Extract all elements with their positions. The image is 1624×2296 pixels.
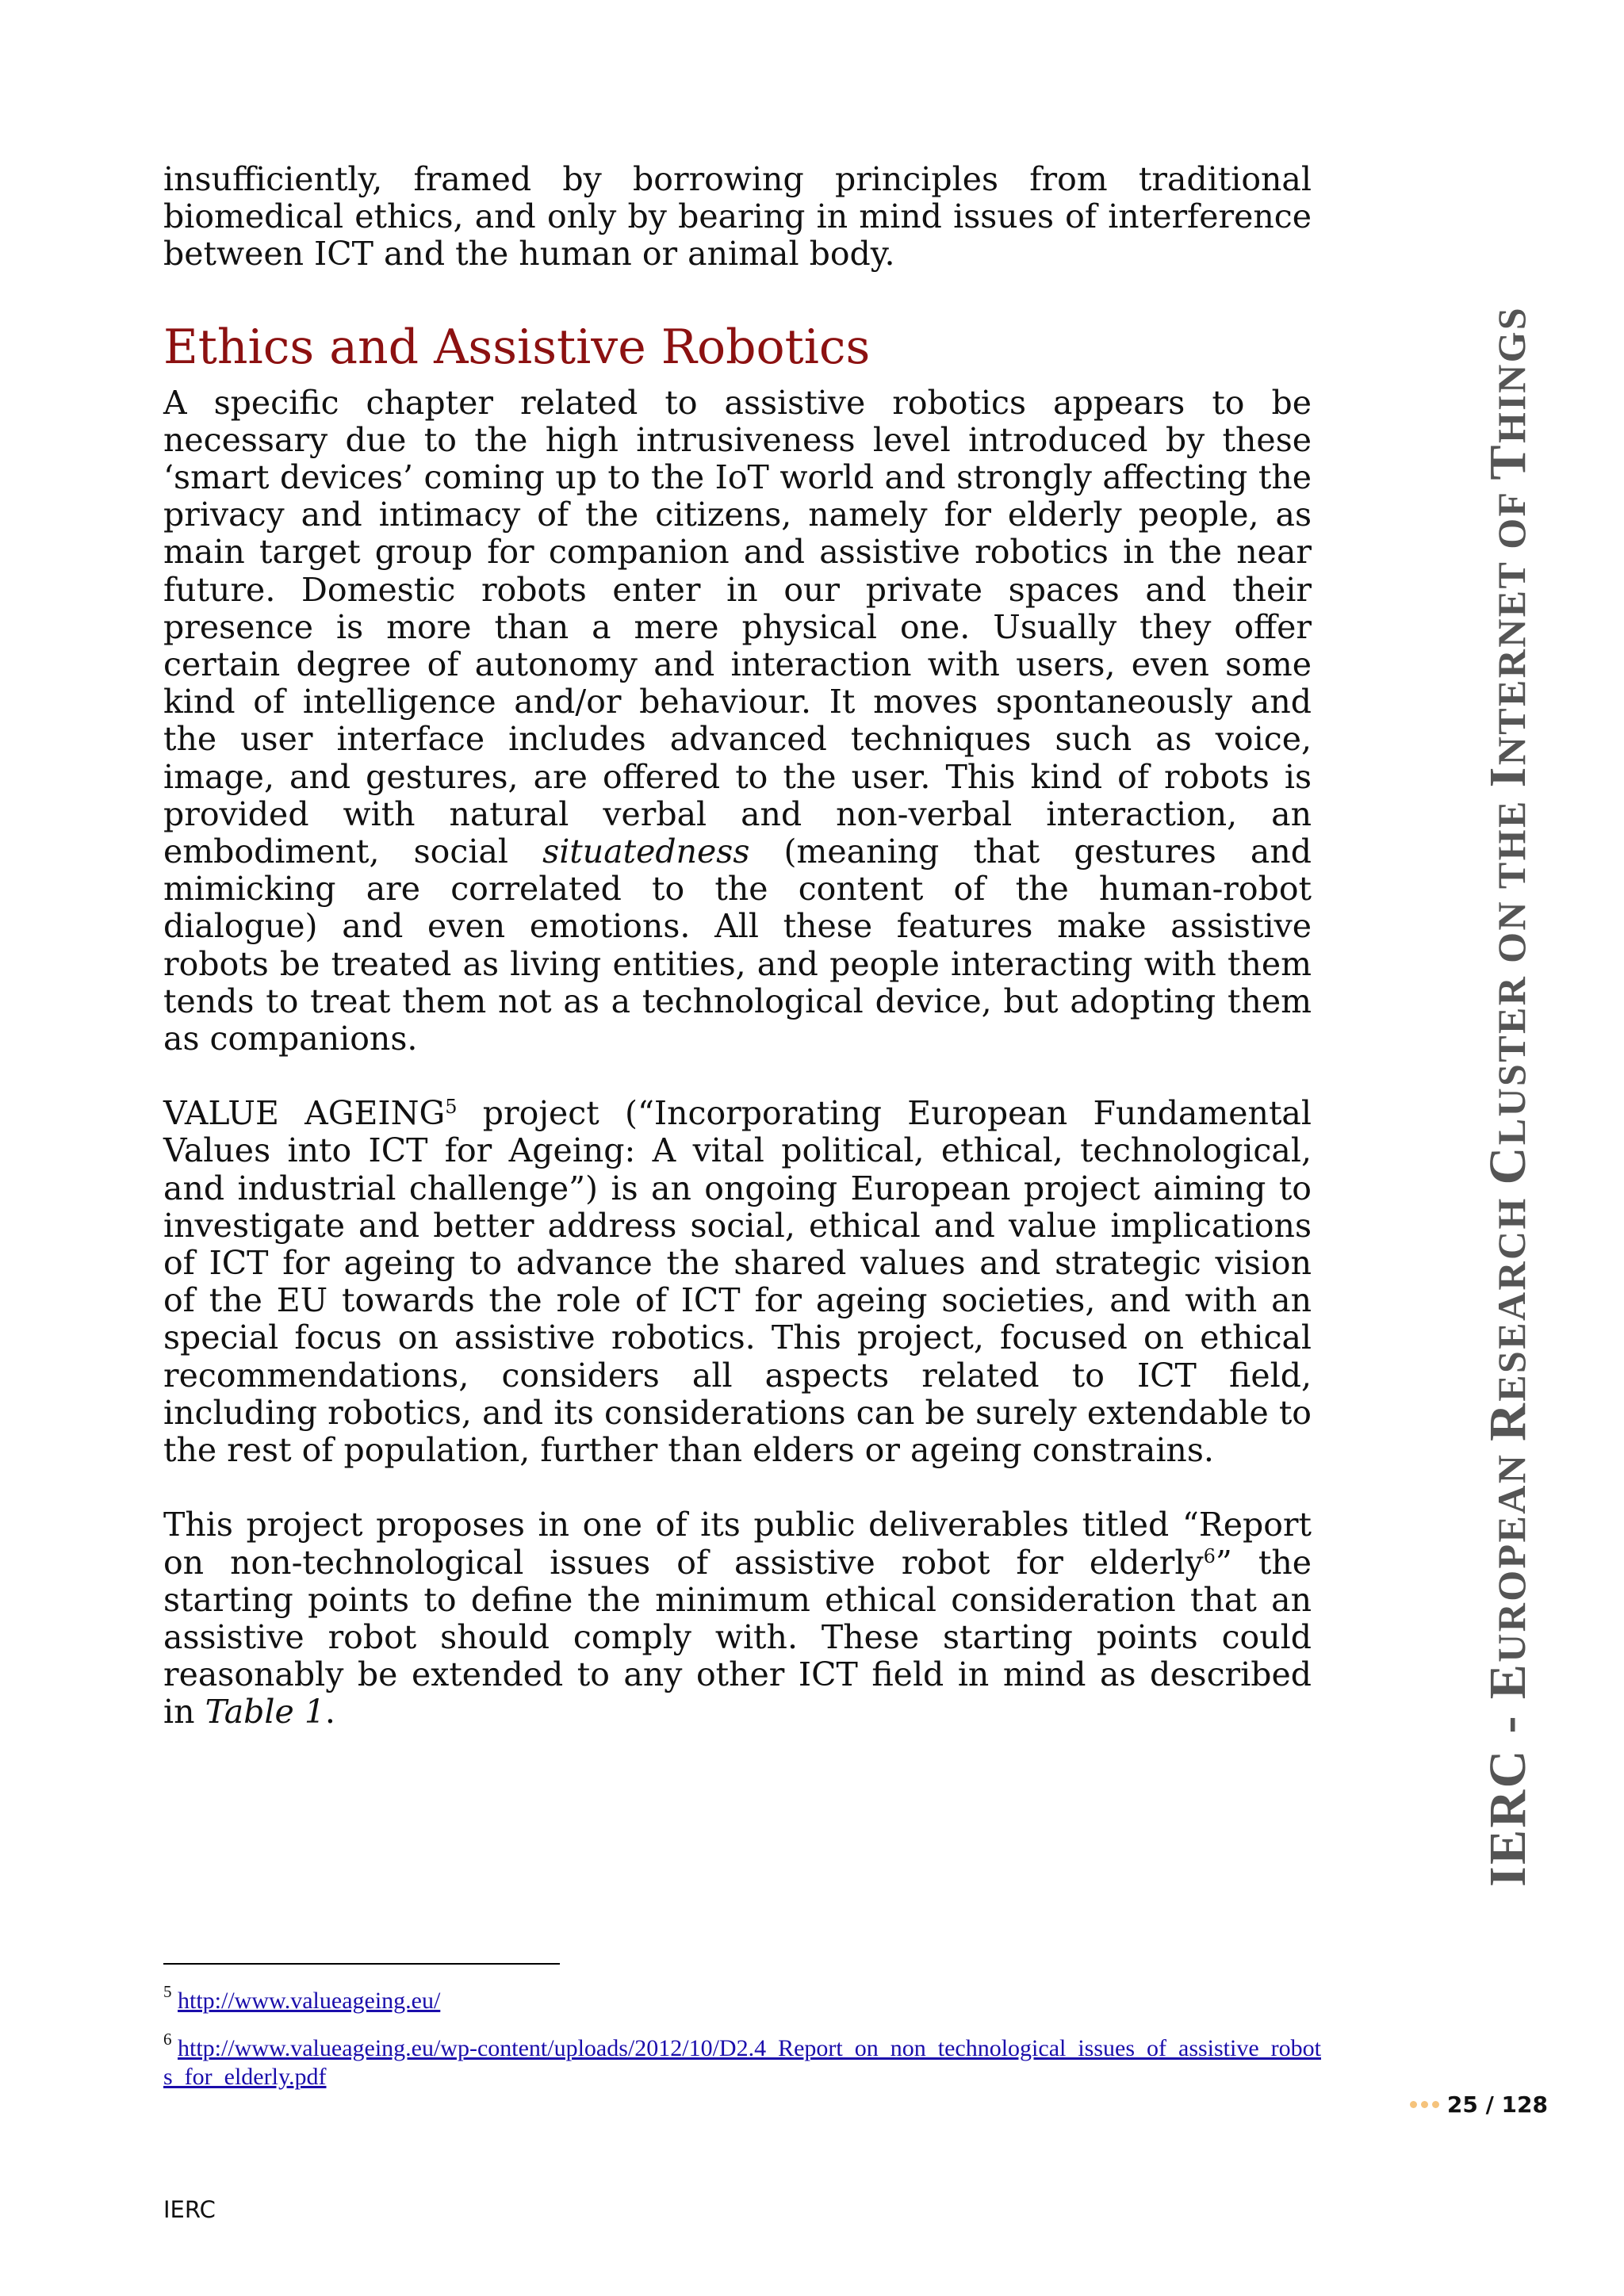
footer-label: IERC xyxy=(163,2196,216,2223)
footnote-link[interactable]: http://www.valueageing.eu/wp-content/uploads/2012/10/D2.4_Report_on_non_technological_issues_of_assistive_robots_for_elderly.pdf xyxy=(163,2035,1321,2090)
section-heading: Ethics and Assistive Robotics xyxy=(163,319,871,375)
paragraph-value-ageing xyxy=(163,1095,1312,1469)
table-reference: Table 1 xyxy=(205,1693,325,1732)
para3-middle: ” the starting points to define the minimum ethical consideration that an assistive robot should comply with. These starting points could reasonably be extended to any other ICT field in mind as described in xyxy=(163,1543,1312,1732)
paragraph-deliverables xyxy=(163,1506,1312,1731)
footnote-separator xyxy=(163,1963,560,1965)
para2-lead: VALUE AGEING xyxy=(163,1094,446,1133)
decorative-dots-icon xyxy=(1410,2101,1439,2108)
paragraph-assistive-robotics xyxy=(163,385,1312,1058)
page-body xyxy=(163,161,1312,1732)
footnote-ref-5[interactable]: 5 xyxy=(445,1096,458,1119)
para1-text-end: (meaning that gestures and mimicking are correlated to the content of the human-robot dialogue) and even emotions. All these features make assistive robots be treated as living entities, and people interacting with them tends to treat them not as a technological device, but adopting them as companions. xyxy=(163,832,1312,1058)
footnote-6 xyxy=(163,2030,1321,2091)
para2-text: project (“Incorporating European Fundamental Values into ICT for Ageing: A vital political, ethical, technological, and industrial challenge”) is an ongoing European project aiming to investigate and better address social, ethical and value implications of ICT for ageing to advance the shared values and strategic vision of the EU towards the role of ICT for ageing societies, and with an special focus on assistive robotics. This project, focused on ethical recommendations, considers all aspects related to ICT field, including robotics, and its considerations can be surely extendable to the rest of population, further than elders or ageing constrains. xyxy=(163,1094,1312,1470)
footnote-number: 6 xyxy=(163,2030,172,2049)
page-number xyxy=(1410,2091,1548,2118)
page-number-text: 25 / 128 xyxy=(1446,2091,1548,2118)
para3-end: . xyxy=(324,1693,335,1732)
para3-lead: This project proposes in one of its public deliverables titled “Report on non-technological issues of assistive robot for elderly xyxy=(163,1506,1312,1582)
side-running-title: IERC - EUROPEAN RESEARCH CLUSTER ON THE INTERNET OF THINGS xyxy=(1479,305,1537,1887)
footnote-ref-6[interactable]: 6 xyxy=(1203,1544,1216,1567)
para1-italic-term: situatedness xyxy=(542,832,750,871)
footnote-link[interactable]: http://www.valueageing.eu/ xyxy=(178,1988,441,2014)
para1-text: A specific chapter related to assistive robotics appears to be necessary due to the high intrusiveness level introduced by these ‘smart devices’ coming up to the IoT world and strongly affecting the privacy and intimacy of the citizens, namely for elderly people, as main target group for companion and assistive robotics in the near future. Domestic robots enter in our private spaces and their presence is more than a mere physical one. Usually they offer certain degree of autonomy and interaction with users, even some kind of intelligence and/or behaviour. It moves spontaneously and the user interface includes advanced techniques such as voice, image, and gestures, are offered to the user. This kind of robots is provided with natural verbal and non-verbal interaction, an embodiment, social xyxy=(163,383,1312,871)
footnote-number: 5 xyxy=(163,1982,172,2001)
footnote-5 xyxy=(163,1982,1321,2015)
intro-paragraph: insufficiently, framed by borrowing principles from traditional biomedical ethics, and only by bearing in mind issues of interference between ICT and the human or animal body. xyxy=(163,160,1312,274)
